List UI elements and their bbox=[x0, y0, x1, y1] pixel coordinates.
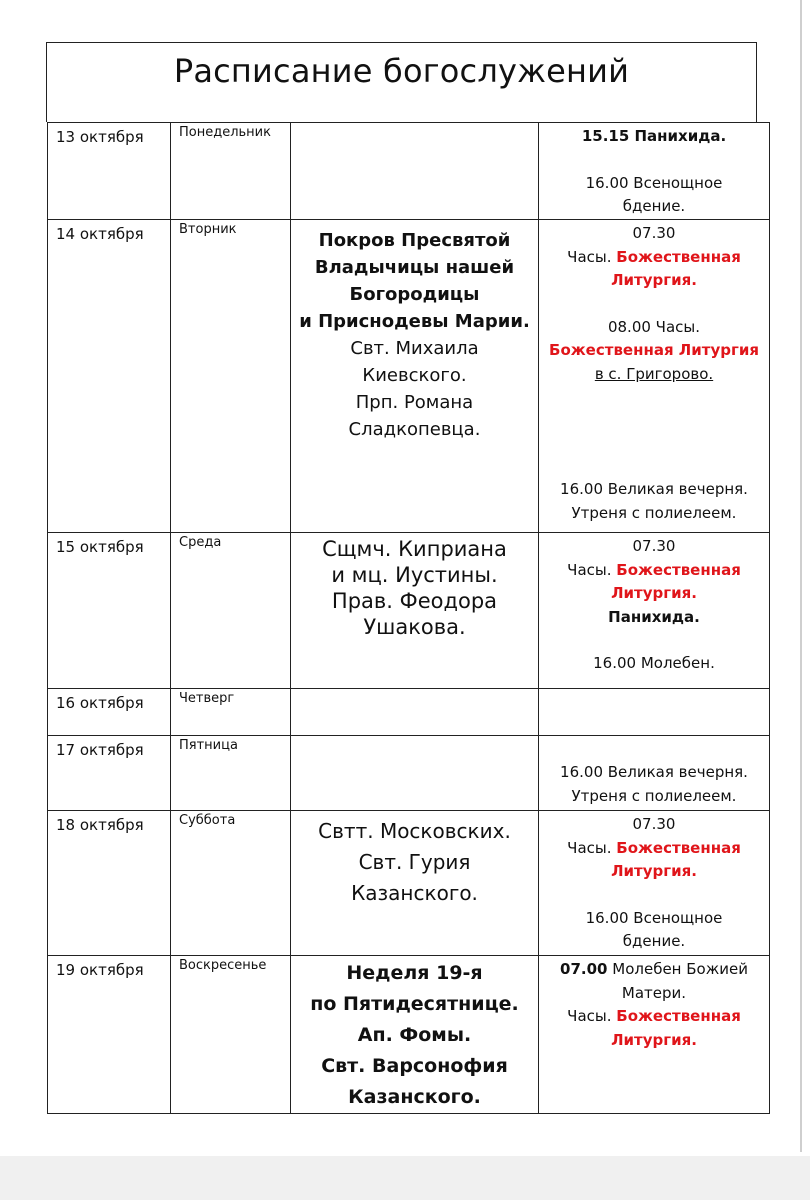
service-line: Утреня с полиелеем. bbox=[571, 503, 737, 522]
services-cell bbox=[539, 533, 770, 689]
saints-cell bbox=[291, 123, 539, 220]
weekday-cell: Вторник bbox=[171, 220, 291, 533]
service-line: Литургия. bbox=[611, 584, 697, 602]
service-line: в с. Григорово. bbox=[594, 364, 714, 383]
table-row-15-oct bbox=[48, 533, 770, 689]
saints-cell bbox=[291, 811, 539, 956]
feast-line: Неделя 19-я bbox=[346, 962, 483, 984]
feast-line: Свт. Варсонофия bbox=[321, 1055, 508, 1077]
date-cell: 17 октября bbox=[48, 736, 171, 811]
feast-line: Ап. Фомы. bbox=[357, 1024, 472, 1046]
saints-cell bbox=[291, 689, 539, 736]
service-line: 16.00 Всенощное bbox=[585, 908, 723, 927]
service-line: 16.00 Великая вечерня. bbox=[560, 763, 748, 781]
saint-line: Прп. Романа bbox=[355, 392, 474, 413]
service-line: Литургия. bbox=[611, 862, 697, 880]
saint-line: Сладкопевца. bbox=[348, 419, 481, 440]
saint-line: и мц. Иустины. bbox=[331, 563, 498, 587]
service-line: 07.00 Молебен Божией bbox=[560, 960, 748, 978]
services-cell bbox=[539, 123, 770, 220]
service-line: Часы. Божественная bbox=[567, 1007, 741, 1025]
feast-line: Казанского. bbox=[348, 1086, 481, 1108]
weekday-cell: Пятница bbox=[171, 736, 291, 811]
table-row-17-oct bbox=[48, 736, 770, 811]
service-line: Божественная Литургия bbox=[549, 341, 759, 359]
services-cell bbox=[539, 689, 770, 736]
service-line: 16.00 Всенощное bbox=[585, 173, 723, 192]
page-title: Расписание богослужений bbox=[173, 52, 630, 90]
weekday-cell: Среда bbox=[171, 533, 291, 689]
services-cell bbox=[539, 220, 770, 533]
feast-line: по Пятидесятнице. bbox=[310, 993, 519, 1015]
date-cell: 13 октября bbox=[48, 123, 171, 220]
saint-line: Ушакова. bbox=[363, 615, 466, 639]
saint-line: Сщмч. Киприана bbox=[322, 537, 507, 561]
saint-line: Киевского. bbox=[362, 365, 467, 386]
service-line: Утреня с полиелеем. bbox=[571, 786, 737, 805]
service-line: Литургия. bbox=[611, 1030, 697, 1049]
date-cell: 16 октября bbox=[48, 689, 171, 736]
service-line: Часы. Божественная bbox=[567, 560, 741, 579]
service-line: Литургия. bbox=[611, 271, 697, 289]
weekday-cell: Четверг bbox=[171, 689, 291, 736]
date-cell: 14 октября bbox=[48, 220, 171, 533]
feast-line: и Приснодевы Марии. bbox=[299, 311, 530, 332]
service-line: 07.30 bbox=[632, 537, 676, 555]
saints-cell bbox=[291, 220, 539, 533]
feast-line: Богородицы bbox=[349, 284, 480, 305]
services-cell bbox=[539, 811, 770, 956]
weekday-cell: Воскресенье bbox=[171, 956, 291, 1114]
saint-line: Свт. Михаила bbox=[350, 338, 479, 359]
date-cell: 19 октября bbox=[48, 956, 171, 1114]
service-line: 07.30 bbox=[632, 815, 676, 833]
saint-line: Свтт. Московских. bbox=[318, 819, 511, 843]
weekday-cell: Понедельник bbox=[171, 123, 291, 220]
service-line: 15.15 Панихида. bbox=[581, 127, 727, 145]
viewer-bottom-strip bbox=[0, 1156, 810, 1200]
service-line: 08.00 Часы. bbox=[607, 317, 701, 336]
title-box bbox=[46, 42, 757, 122]
service-line: бдение. bbox=[622, 197, 686, 215]
feast-line: Покров Пресвятой bbox=[318, 230, 511, 251]
saint-line: Казанского. bbox=[351, 881, 478, 905]
service-line: бдение. bbox=[622, 932, 686, 950]
schedule-table bbox=[47, 122, 770, 1114]
services-cell bbox=[539, 956, 770, 1114]
service-line: 07.30 bbox=[632, 224, 676, 242]
service-line: Матери. bbox=[621, 983, 687, 1002]
date-cell: 15 октября bbox=[48, 533, 171, 689]
table-row-19-oct bbox=[48, 956, 770, 1114]
table-row-16-oct bbox=[48, 689, 770, 736]
service-line: Панихида. bbox=[608, 607, 700, 626]
saint-line: Свт. Гурия bbox=[358, 850, 471, 874]
service-line: Часы. Божественная bbox=[567, 838, 741, 857]
service-line: 16.00 Молебен. bbox=[593, 654, 715, 672]
table-row-14-oct bbox=[48, 220, 770, 533]
service-line: 16.00 Великая вечерня. bbox=[560, 480, 748, 498]
date-cell: 18 октября bbox=[48, 811, 171, 956]
feast-line: Владычицы нашей bbox=[314, 257, 515, 278]
table-row-18-oct bbox=[48, 811, 770, 956]
services-cell bbox=[539, 736, 770, 811]
saints-cell bbox=[291, 956, 539, 1114]
saint-line: Прав. Феодора bbox=[331, 589, 498, 613]
saints-cell bbox=[291, 736, 539, 811]
saints-cell bbox=[291, 533, 539, 689]
service-line: Часы. Божественная bbox=[567, 247, 741, 266]
table-row-13-oct bbox=[48, 123, 770, 220]
weekday-cell: Суббота bbox=[171, 811, 291, 956]
